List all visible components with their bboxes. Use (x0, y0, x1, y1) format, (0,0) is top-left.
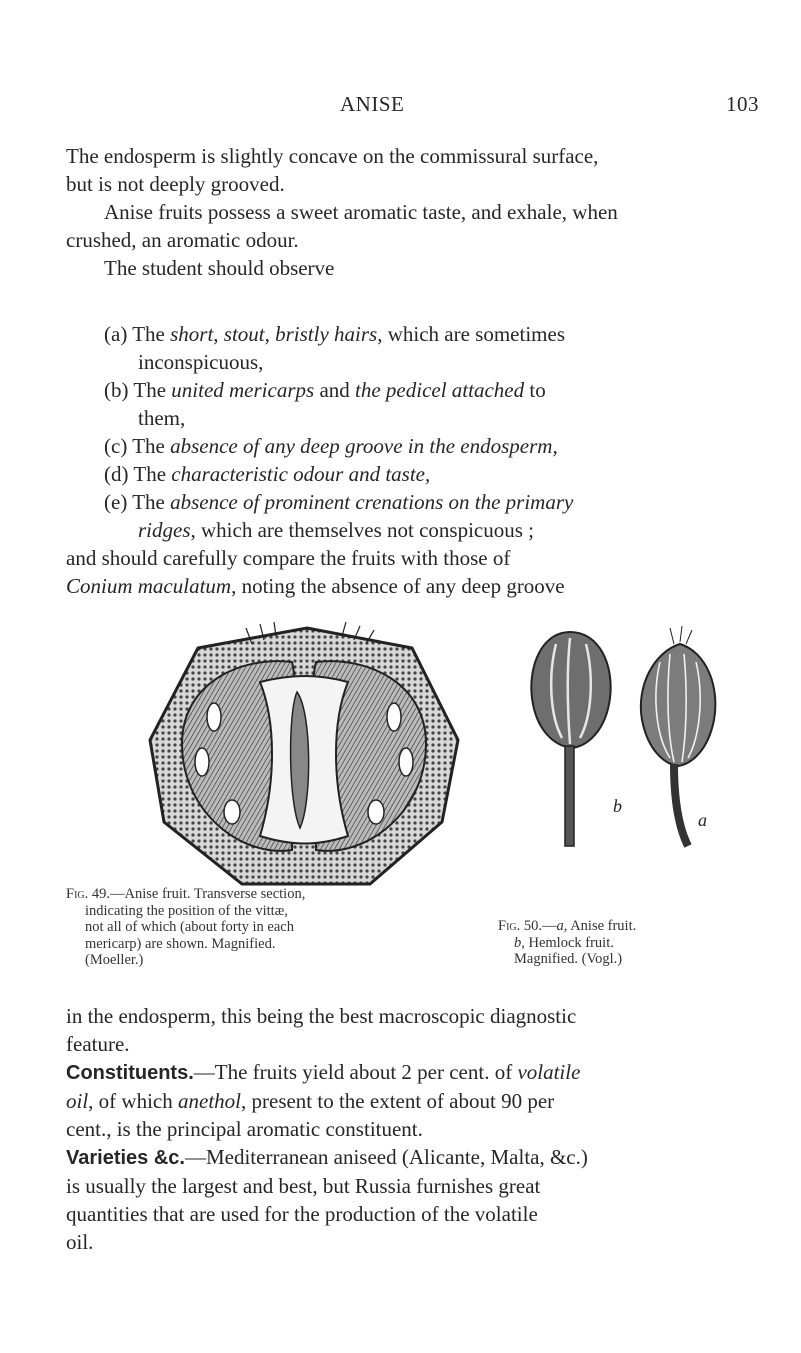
para-3: The student should observe (104, 256, 335, 280)
continuation-line-1: and should carefully compare the fruits with those of (66, 546, 511, 570)
para-2-line-2: crushed, an aromatic odour. (66, 228, 299, 252)
fig49-transverse-section-illustration (142, 622, 468, 890)
fig49-caption: Fig. 49.—Anise fruit. Transverse section, indicating the position of the vittæ, not all of which (about forty in each mericarp) are shown. Magnified. (Moeller.) (66, 886, 306, 968)
varieties-line-4: oil. (66, 1230, 94, 1254)
list-item-e-cont: ridges, which are themselves not conspicuous ; (138, 518, 535, 542)
list-item-e: (e) The absence of prominent crenations on the primary (104, 490, 574, 514)
continuation-text (66, 544, 756, 600)
bottom-line-2: feature. (66, 1032, 130, 1056)
fig50-caption-label: Fig. 50. (498, 918, 542, 934)
observe-list (66, 320, 756, 544)
bottom-line-1: in the endosperm, this being the best macroscopic diagnostic (66, 1004, 577, 1028)
list-item-b: (b) The united mericarps and the pedicel attached to (104, 378, 546, 402)
list-item-a: (a) The short, stout, bristly hairs, which are sometimes (104, 322, 565, 346)
constituents-line-1: Constituents.—The fruits yield about 2 per cent. of volatile (66, 1060, 581, 1084)
hemlock-fruit (531, 632, 610, 846)
fig50-fruits-illustration (508, 626, 744, 852)
para-1-line-2: but is not deeply grooved. (66, 172, 285, 196)
constituents-heading: Constituents. (66, 1062, 194, 1084)
list-item-c: (c) The absence of any deep groove in the endosperm, (104, 434, 558, 458)
list-item-a-cont: inconspicuous, (138, 350, 264, 374)
fig49-caption-label: Fig. 49. (66, 886, 110, 902)
para-1-line-1: The endosperm is slightly concave on the commissural surface, (66, 144, 599, 168)
intro-paragraphs (66, 142, 756, 282)
para-2-line-1: Anise fruits possess a sweet aromatic taste, and exhale, when (104, 200, 618, 224)
fig50-label-a: a (698, 810, 707, 830)
fig50-caption: Fig. 50.—a, Anise fruit. b, Hemlock fruit. Magnified. (Vogl.) (498, 918, 637, 967)
fig50-label-b: b (613, 796, 622, 816)
list-item-d: (d) The characteristic odour and taste, (104, 462, 431, 486)
continuation-line-2: Conium maculatum, noting the absence of any deep groove (66, 574, 565, 598)
page-title: ANISE (340, 92, 405, 116)
running-header (0, 92, 801, 122)
varieties-line-2: is usually the largest and best, but Russia furnishes great (66, 1174, 541, 1198)
page-number: 103 (726, 92, 759, 116)
constituents-line-2: oil, of which anethol, present to the extent of about 90 per (66, 1089, 555, 1113)
bottom-paragraphs (66, 1002, 756, 1256)
varieties-line-3: quantities that are used for the production of the volatile (66, 1202, 538, 1226)
varieties-line-1: Varieties &c.—Mediterranean aniseed (Alicante, Malta, &c.) (66, 1145, 588, 1169)
constituents-line-3: cent., is the principal aromatic constituent. (66, 1117, 423, 1141)
varieties-heading: Varieties &c. (66, 1147, 185, 1169)
list-item-b-cont: them, (138, 406, 186, 430)
